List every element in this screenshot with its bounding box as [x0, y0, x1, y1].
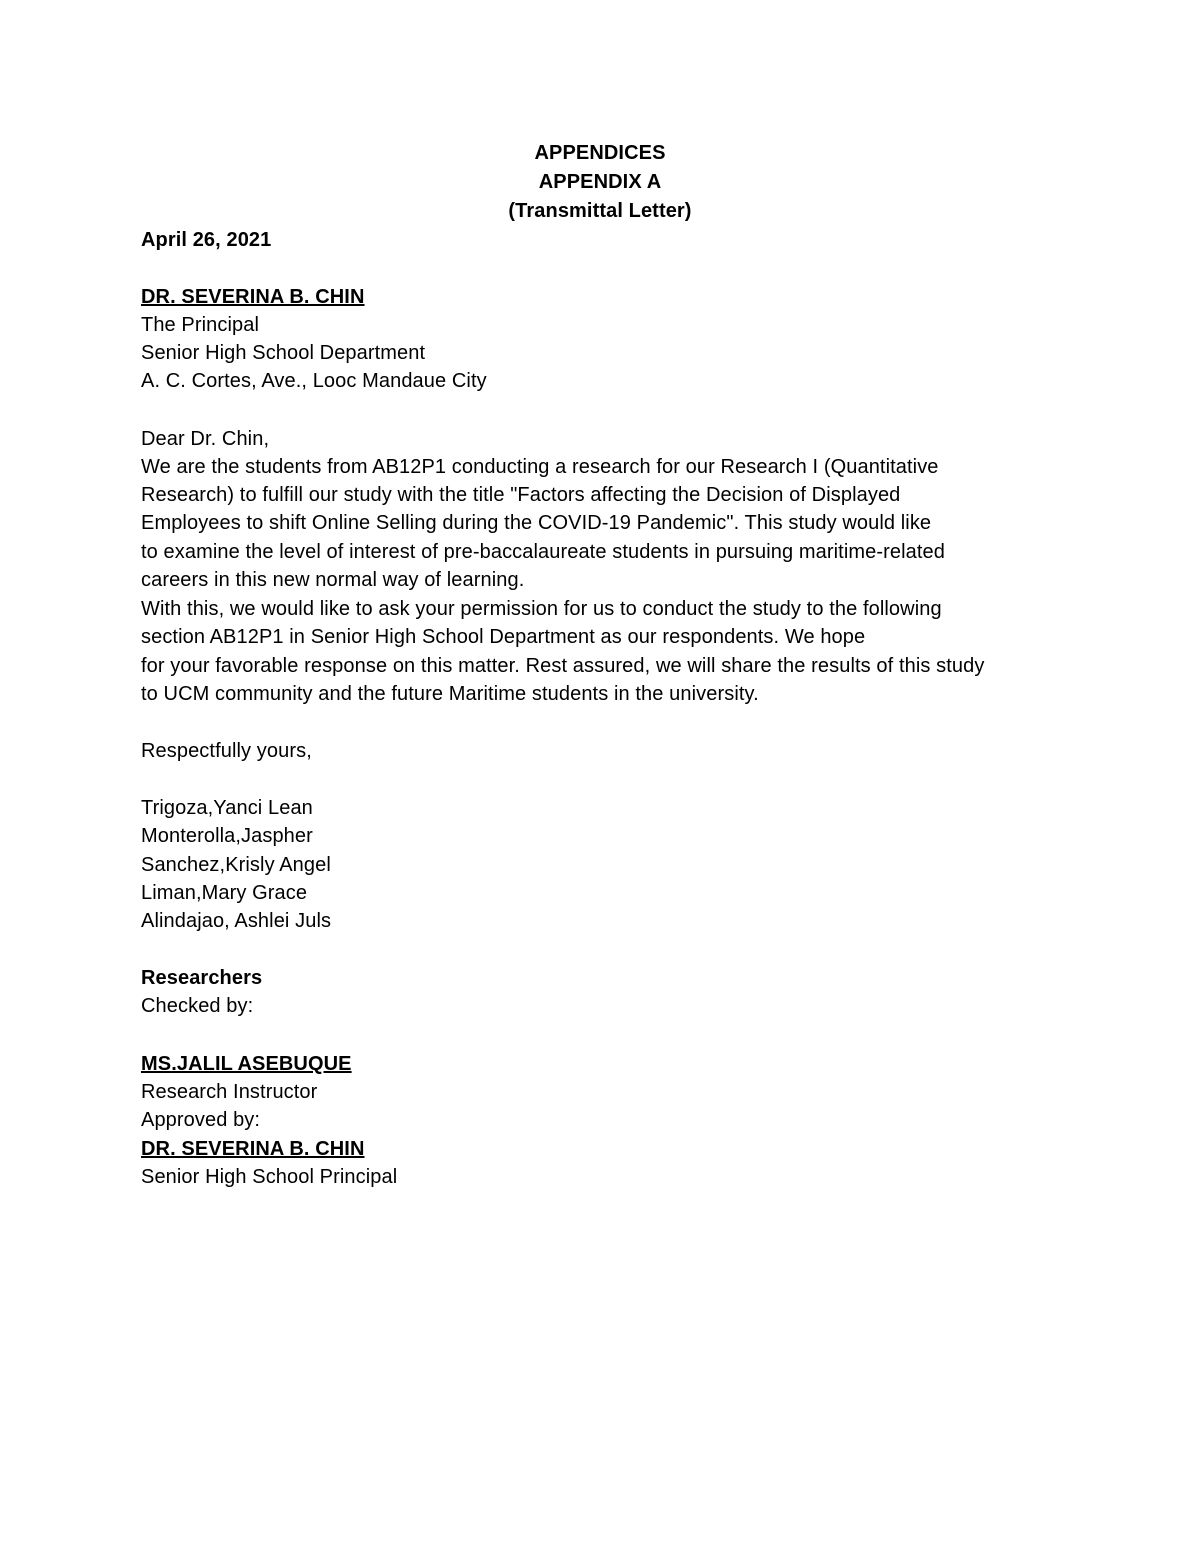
appendices-heading: APPENDICES [534, 142, 666, 164]
transmittal-subtitle: (Transmittal Letter) [508, 200, 692, 222]
approver-name: DR. SEVERINA B. CHIN [141, 1138, 365, 1160]
body-line: careers in this new normal way of learning. [141, 569, 525, 591]
recipient-department: Senior High School Department [141, 342, 426, 364]
researcher-name: Liman,Mary Grace [141, 882, 308, 904]
recipient-title: The Principal [141, 314, 260, 336]
letter-date: April 26, 2021 [141, 229, 272, 251]
body-line: section AB12P1 in Senior High School Department as our respondents. We hope [141, 626, 866, 648]
approved-by-label: Approved by: [141, 1109, 261, 1131]
researcher-name: Sanchez,Krisly Angel [141, 854, 331, 876]
approver-title: Senior High School Principal [141, 1166, 398, 1188]
body-line: We are the students from AB12P1 conducting a research for our Research I (Quantitative [141, 456, 939, 478]
recipient-name: DR. SEVERINA B. CHIN [141, 286, 365, 308]
checker-title: Research Instructor [141, 1081, 318, 1103]
researcher-name: Monterolla,Jaspher [141, 825, 313, 847]
body-line: With this, we would like to ask your permission for us to conduct the study to the following [141, 598, 942, 620]
closing: Respectfully yours, [141, 740, 312, 762]
appendix-heading: APPENDIX A [538, 171, 662, 193]
checker-name: MS.JALIL ASEBUQUE [141, 1053, 352, 1075]
body-line: Research) to fulfill our study with the title "Factors affecting the Decision of Displayed [141, 484, 901, 506]
recipient-address: A. C. Cortes, Ave., Looc Mandaue City [141, 370, 487, 392]
body-line: to UCM community and the future Maritime students in the university. [141, 683, 759, 705]
checked-by-label: Checked by: [141, 995, 254, 1017]
body-line: for your favorable response on this matter. Rest assured, we will share the results of this study [141, 655, 985, 677]
researcher-name: Alindajao, Ashlei Juls [141, 910, 332, 932]
body-line: to examine the level of interest of pre-baccalaureate students in pursuing maritime-related [141, 541, 945, 563]
salutation: Dear Dr. Chin, [141, 428, 270, 450]
researchers-label: Researchers [141, 967, 263, 989]
researcher-name: Trigoza,Yanci Lean [141, 797, 313, 819]
body-line: Employees to shift Online Selling during the COVID-19 Pandemic". This study would like [141, 512, 932, 534]
